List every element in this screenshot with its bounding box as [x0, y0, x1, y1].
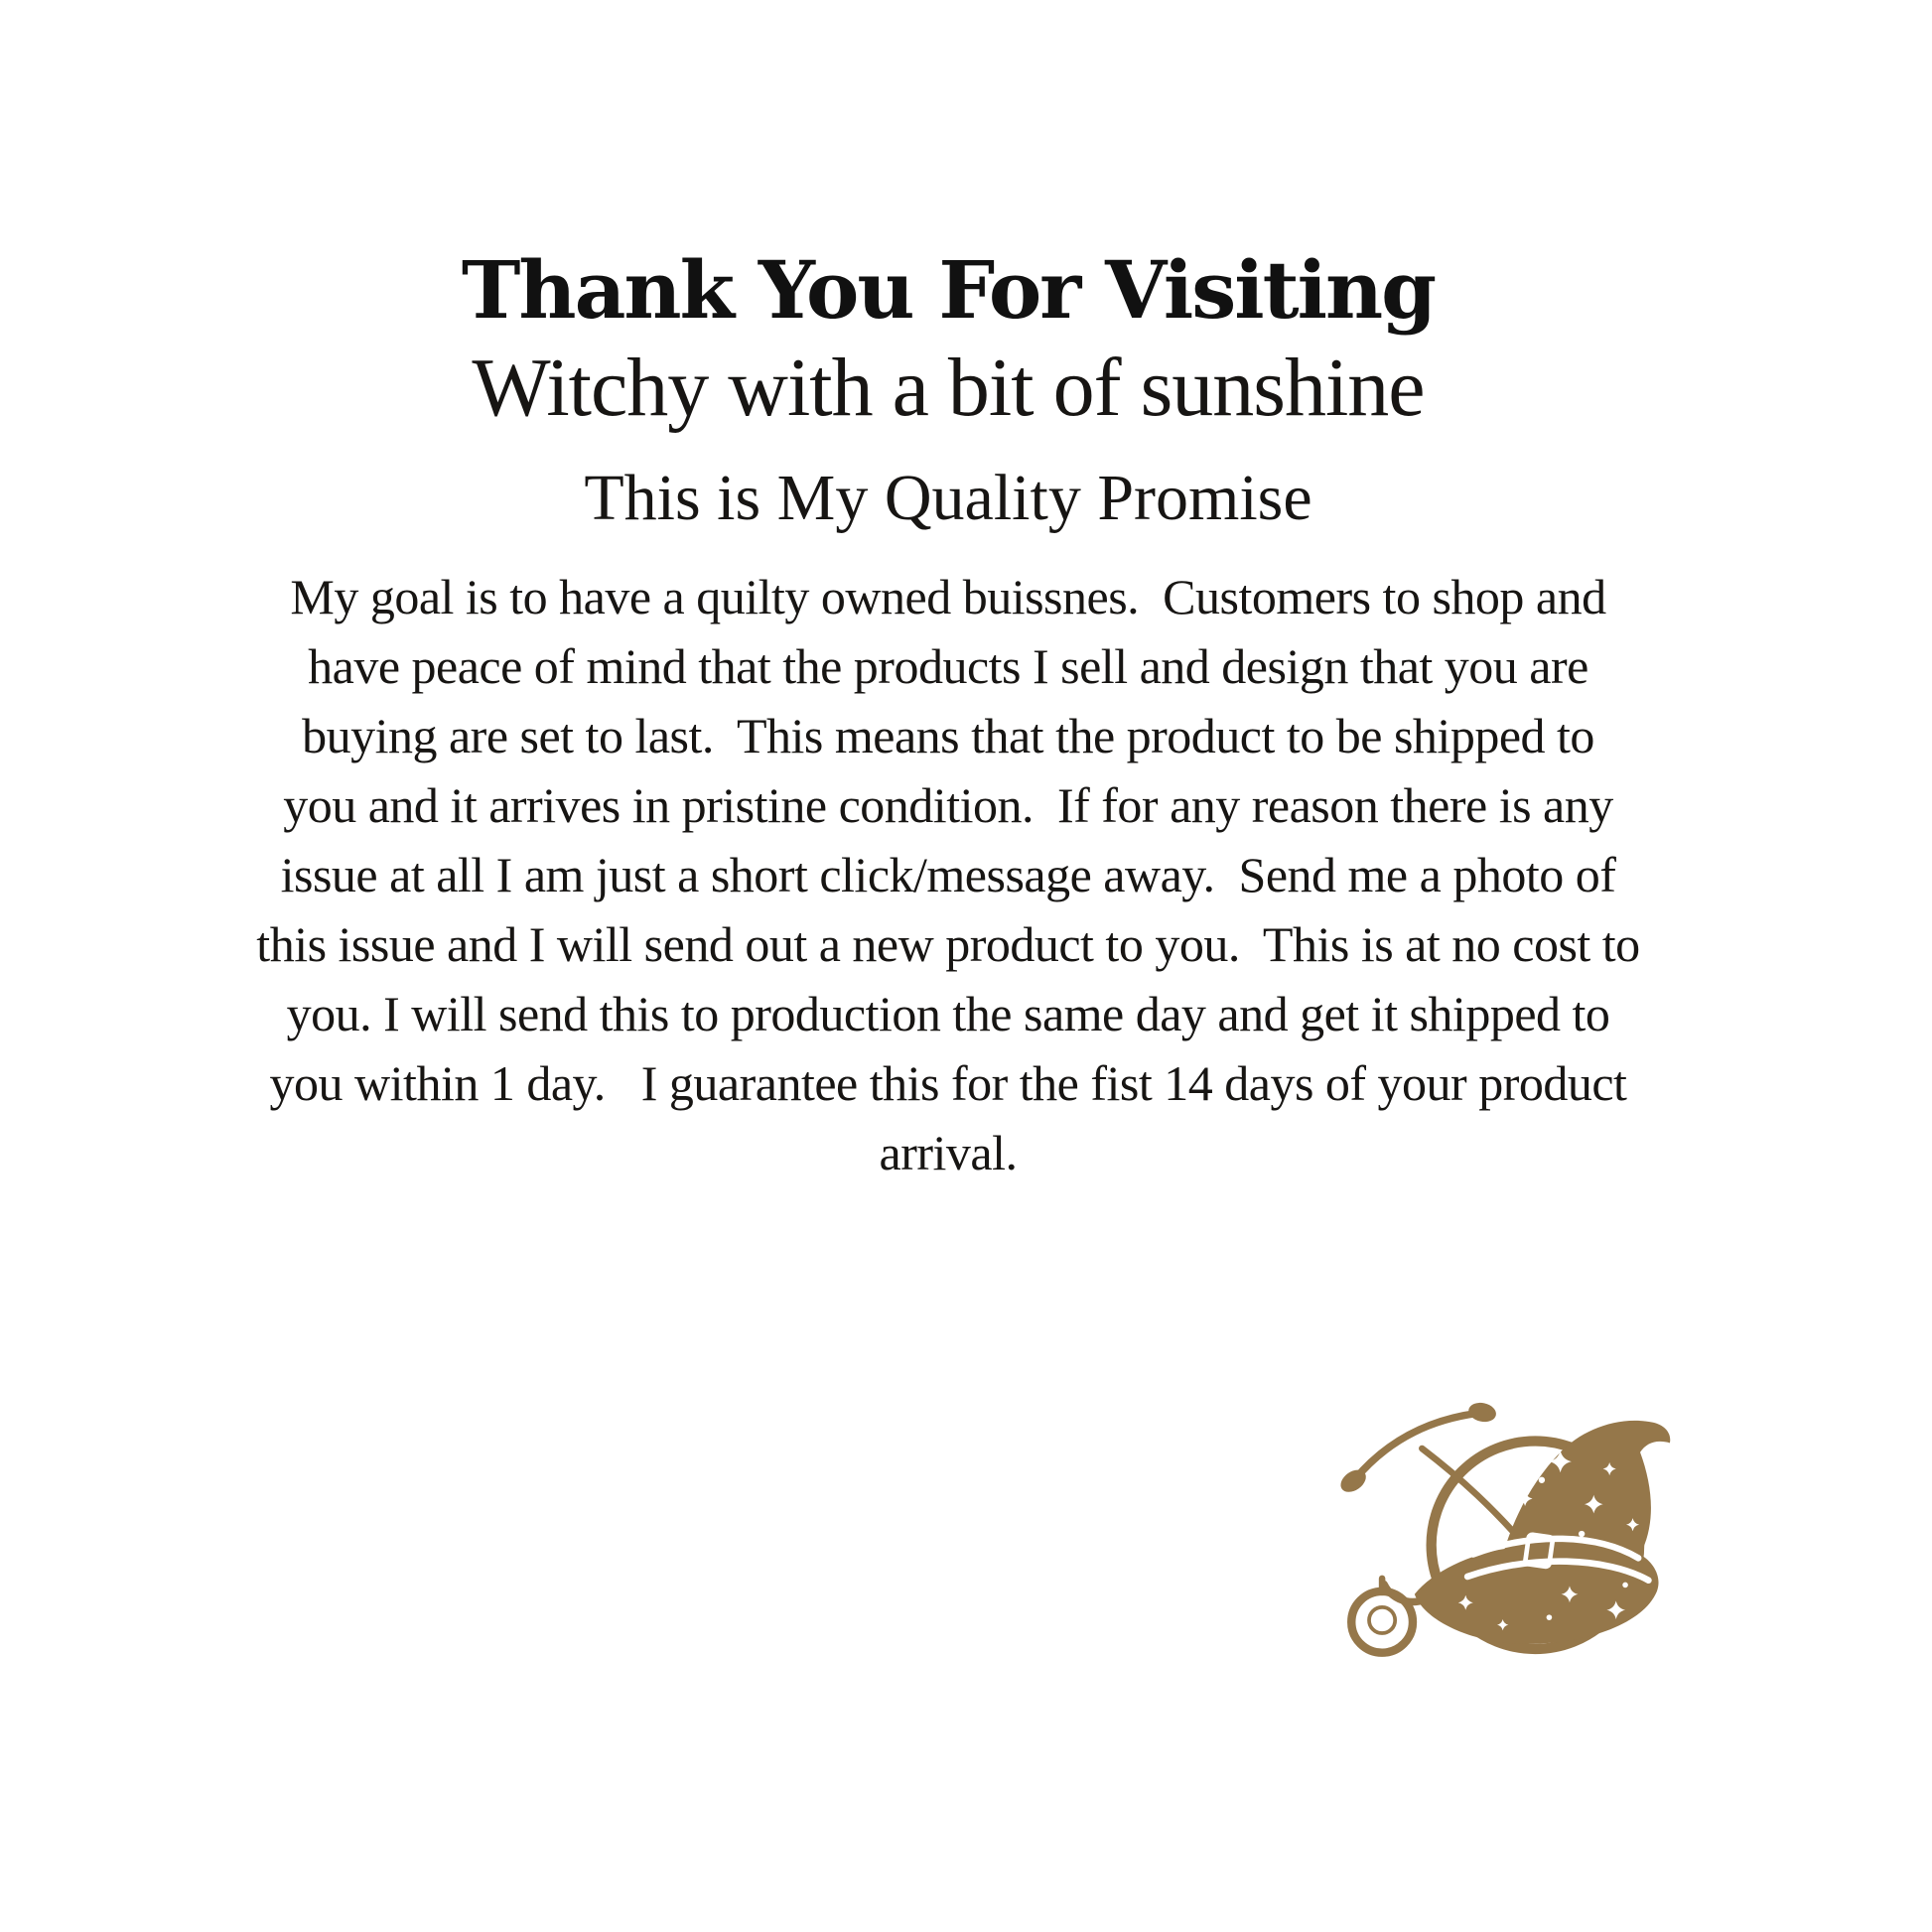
quality-promise-heading: This is My Quality Promise [584, 462, 1312, 534]
promise-line: buying are set to last. This means that the product to be shipped to [302, 708, 1594, 763]
promise-line: this issue and I will send out a new product to you. This is at no cost to [256, 916, 1640, 972]
promise-line: My goal is to have a quilty owned buissnes. Customers to shop and [290, 569, 1606, 624]
promise-line: issue at all I am just a short click/message away. Send me a photo of [280, 847, 1616, 902]
promise-line: have peace of mind that the products I sell and design that you are [308, 638, 1588, 694]
witch-hat-stethoscope-icon [1326, 1392, 1698, 1676]
shop-name: Witchy with a bit of sunshine [472, 342, 1425, 434]
promise-line: arrival. [879, 1125, 1018, 1180]
card-content [114, 244, 1782, 1187]
promise-line: you within 1 day. I guarantee this for the fist 14 days of your product [269, 1055, 1627, 1111]
promise-line: you and it arrives in pristine condition. If for any reason there is any [283, 777, 1613, 833]
promise-line: you. I will send this to production the same day and get it shipped to [286, 986, 1610, 1041]
promise-paragraph [114, 562, 1782, 1187]
page-title: Thank You For Visiting [461, 243, 1436, 337]
